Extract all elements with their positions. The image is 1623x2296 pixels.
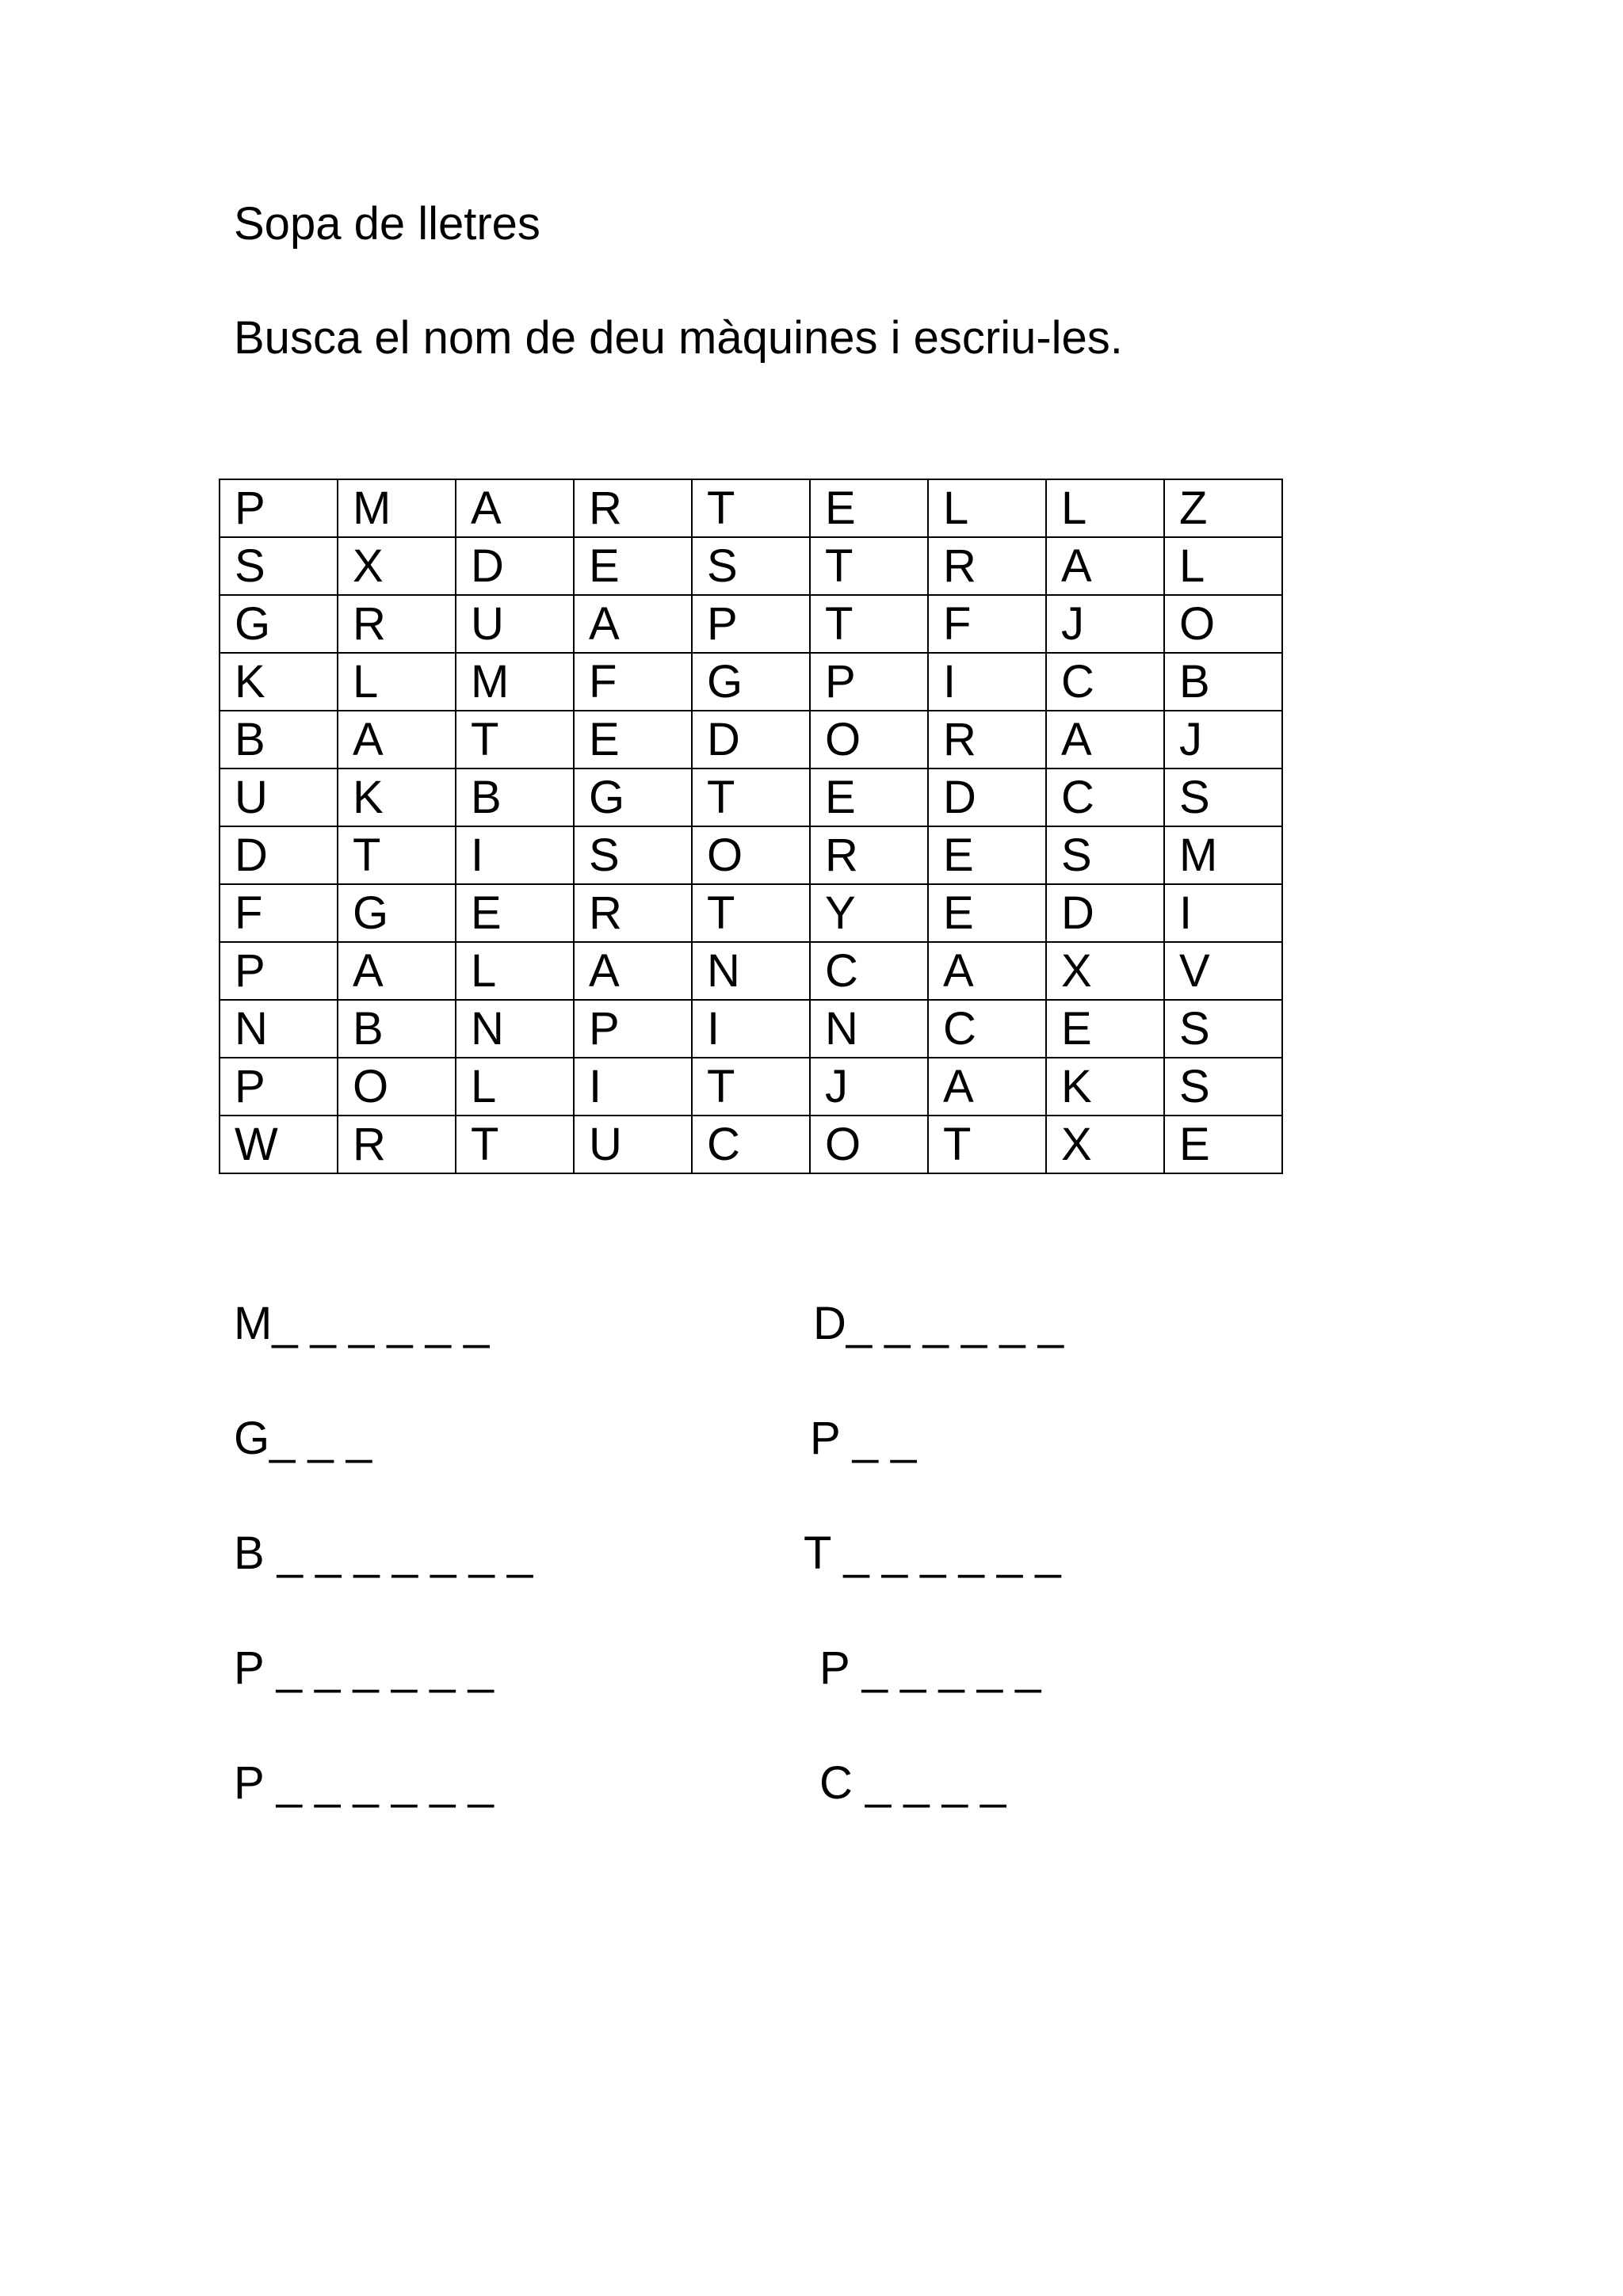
grid-row (220, 1000, 1282, 1058)
grid-cell: D (928, 769, 1046, 826)
grid-cell: W (220, 1116, 338, 1173)
grid-cell: S (220, 537, 338, 595)
grid-cell: P (220, 479, 338, 537)
grid-row (220, 653, 1282, 711)
grid-cell: E (1164, 1116, 1282, 1173)
grid-cell: D (692, 711, 810, 769)
grid-cell: C (1046, 653, 1164, 711)
grid-cell: I (692, 1000, 810, 1058)
grid-cell: B (338, 1000, 456, 1058)
grid-cell: I (574, 1058, 692, 1116)
grid-cell: G (574, 769, 692, 826)
grid-cell: R (338, 1116, 456, 1173)
grid-cell: M (338, 479, 456, 537)
grid-cell: S (1164, 769, 1282, 826)
grid-cell: E (574, 711, 692, 769)
grid-cell: L (1046, 479, 1164, 537)
grid-cell: S (692, 537, 810, 595)
grid-cell: I (928, 653, 1046, 711)
grid-cell: D (220, 826, 338, 884)
grid-cell: A (928, 1058, 1046, 1116)
grid-cell: V (1164, 942, 1282, 1000)
grid-cell: X (1046, 942, 1164, 1000)
grid-cell: P (574, 1000, 692, 1058)
grid-cell: K (220, 653, 338, 711)
grid-cell: F (928, 595, 1046, 653)
grid-cell: L (456, 942, 574, 1000)
grid-cell: D (1046, 884, 1164, 942)
grid-cell: N (456, 1000, 574, 1058)
grid-cell: R (810, 826, 928, 884)
grid-cell: C (692, 1116, 810, 1173)
grid-cell: U (574, 1116, 692, 1173)
grid-cell: J (1164, 711, 1282, 769)
grid-cell: P (220, 1058, 338, 1116)
word-search-grid (219, 479, 1283, 1174)
grid-row (220, 769, 1282, 826)
answer-line-left-5: P _ _ _ _ _ _ (234, 1757, 494, 1809)
grid-cell: E (1046, 1000, 1164, 1058)
grid-cell: K (338, 769, 456, 826)
answer-line-right-1: D_ _ _ _ _ _ (813, 1298, 1064, 1349)
grid-cell: T (692, 1058, 810, 1116)
grid-cell: O (338, 1058, 456, 1116)
grid-row (220, 479, 1282, 537)
answer-line-right-3: T _ _ _ _ _ _ (804, 1527, 1061, 1579)
grid-cell: T (810, 537, 928, 595)
answer-line-right-2: P _ _ (810, 1413, 917, 1464)
instruction-text: Busca el nom de deu màquines i escriu-les. (234, 312, 1123, 364)
grid-cell: F (574, 653, 692, 711)
grid-cell: X (1046, 1116, 1164, 1173)
grid-cell: O (692, 826, 810, 884)
grid-cell: E (810, 769, 928, 826)
grid-cell: U (220, 769, 338, 826)
grid-cell: K (1046, 1058, 1164, 1116)
grid-cell: A (928, 942, 1046, 1000)
grid-cell: A (1046, 537, 1164, 595)
answer-line-right-5: C _ _ _ _ (819, 1757, 1006, 1809)
grid-cell: U (456, 595, 574, 653)
grid-cell: R (574, 884, 692, 942)
grid-cell: A (338, 711, 456, 769)
grid-cell: A (338, 942, 456, 1000)
grid-cell: A (574, 942, 692, 1000)
grid-cell: G (692, 653, 810, 711)
grid-cell: G (338, 884, 456, 942)
grid-cell: L (338, 653, 456, 711)
grid-cell: T (456, 1116, 574, 1173)
grid-cell: I (456, 826, 574, 884)
grid-cell: J (810, 1058, 928, 1116)
grid-cell: T (810, 595, 928, 653)
grid-row (220, 826, 1282, 884)
grid-cell: E (928, 826, 1046, 884)
page-title: Sopa de lletres (234, 198, 540, 250)
grid-cell: R (928, 537, 1046, 595)
grid-row (220, 1058, 1282, 1116)
grid-cell: B (456, 769, 574, 826)
grid-cell: T (692, 769, 810, 826)
grid-cell: J (1046, 595, 1164, 653)
grid-cell: N (810, 1000, 928, 1058)
grid-cell: R (574, 479, 692, 537)
grid-cell: L (1164, 537, 1282, 595)
grid-cell: O (1164, 595, 1282, 653)
grid-cell: G (220, 595, 338, 653)
grid-cell: X (338, 537, 456, 595)
grid-row (220, 1116, 1282, 1173)
grid-cell: O (810, 1116, 928, 1173)
grid-cell: E (574, 537, 692, 595)
grid-cell: A (456, 479, 574, 537)
grid-cell: R (928, 711, 1046, 769)
grid-cell: S (1046, 826, 1164, 884)
grid-cell: T (456, 711, 574, 769)
answer-line-right-4: P _ _ _ _ _ (819, 1642, 1041, 1694)
grid-cell: I (1164, 884, 1282, 942)
grid-cell: L (456, 1058, 574, 1116)
grid-cell: T (692, 479, 810, 537)
grid-row (220, 884, 1282, 942)
grid-row (220, 537, 1282, 595)
grid-cell: M (1164, 826, 1282, 884)
grid-cell: C (1046, 769, 1164, 826)
answer-line-left-4: P _ _ _ _ _ _ (234, 1642, 494, 1694)
grid-cell: E (456, 884, 574, 942)
grid-cell: N (220, 1000, 338, 1058)
grid-cell: C (928, 1000, 1046, 1058)
answer-line-left-3: B _ _ _ _ _ _ _ (234, 1527, 533, 1579)
grid-cell: Z (1164, 479, 1282, 537)
grid-cell: F (220, 884, 338, 942)
grid-row (220, 711, 1282, 769)
grid-cell: C (810, 942, 928, 1000)
grid-cell: Y (810, 884, 928, 942)
grid-row (220, 595, 1282, 653)
grid-cell: T (692, 884, 810, 942)
grid-cell: P (810, 653, 928, 711)
grid-cell: E (928, 884, 1046, 942)
grid-cell: E (810, 479, 928, 537)
grid-cell: R (338, 595, 456, 653)
grid-cell: T (338, 826, 456, 884)
grid-cell: P (692, 595, 810, 653)
grid-cell: T (928, 1116, 1046, 1173)
grid-cell: B (220, 711, 338, 769)
grid-cell: N (692, 942, 810, 1000)
grid-cell: S (1164, 1058, 1282, 1116)
grid-cell: B (1164, 653, 1282, 711)
answer-line-left-1: M_ _ _ _ _ _ (234, 1298, 490, 1349)
grid-cell: A (1046, 711, 1164, 769)
grid-cell: M (456, 653, 574, 711)
grid-cell: P (220, 942, 338, 1000)
answer-line-left-2: G_ _ _ (234, 1413, 372, 1464)
grid-cell: D (456, 537, 574, 595)
grid-cell: A (574, 595, 692, 653)
grid-cell: S (574, 826, 692, 884)
grid-row (220, 942, 1282, 1000)
grid-cell: O (810, 711, 928, 769)
grid-cell: S (1164, 1000, 1282, 1058)
grid-cell: L (928, 479, 1046, 537)
